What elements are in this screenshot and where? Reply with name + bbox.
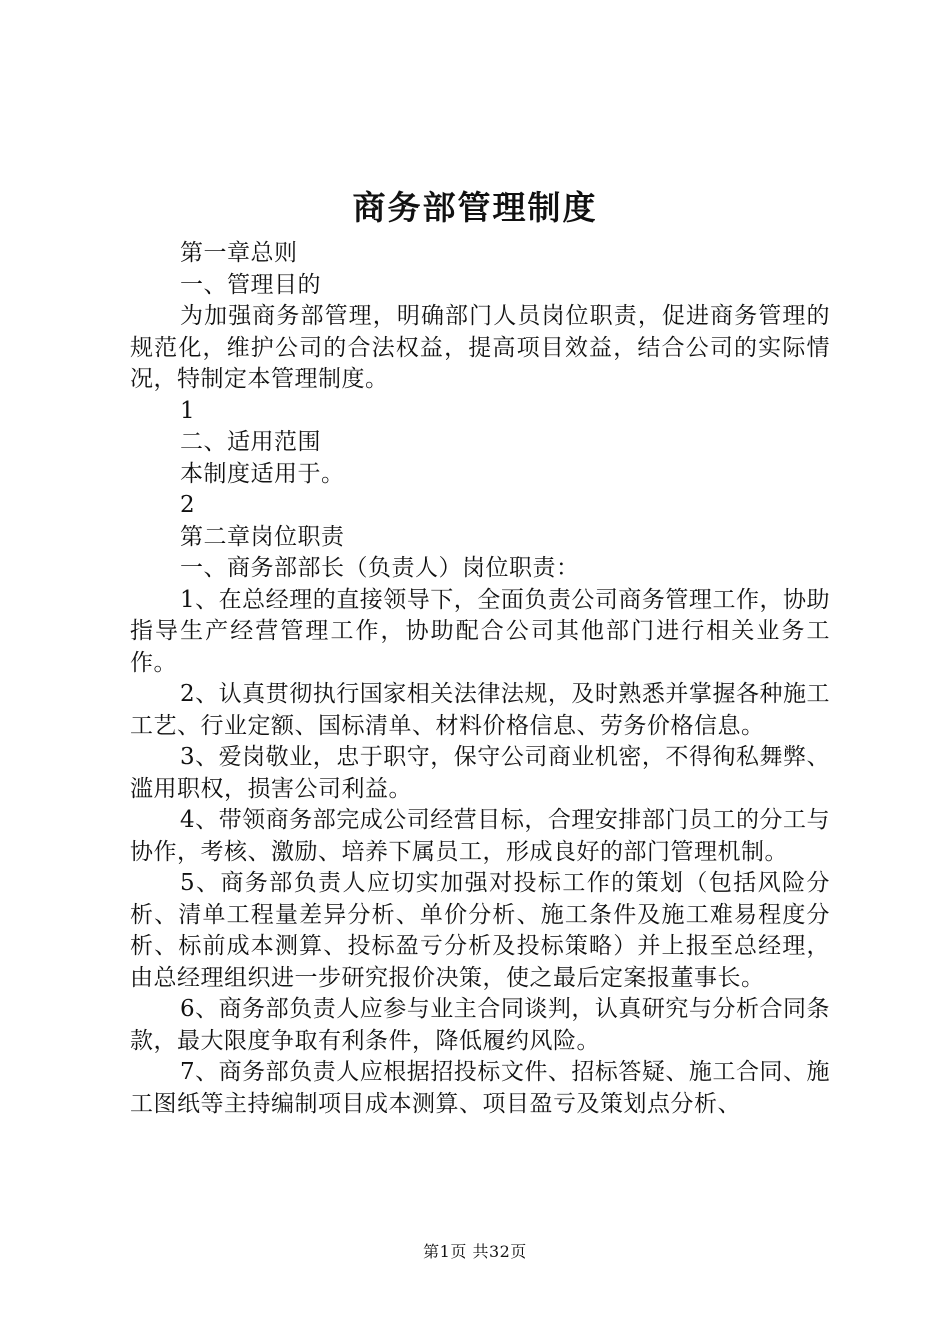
paragraph: 为加强商务部管理，明确部门人员岗位职责，促进商务管理的规范化，维护公司的合法权益，提高项目效益，结合公司的实际情况，特制定本管理制度。 — [130, 303, 830, 392]
list-item: 7、商务部负责人应根据招投标文件、招标答疑、施工合同、施工图纸等主持编制项目成本测算、项目盈亏及策划点分析、 — [130, 1059, 830, 1117]
chapter-heading: 第一章总则 — [180, 240, 298, 266]
list-item: 6、商务部负责人应参与业主合同谈判，认真研究与分析合同条款，最大限度争取有利条件，降低履约风险。 — [130, 996, 830, 1054]
document-body — [130, 238, 830, 1120]
list-item: 1、在总经理的直接领导下，全面负责公司商务管理工作，协助指导生产经营管理工作，协助配合公司其他部门进行相关业务工作。 — [130, 586, 830, 676]
section-heading: 一、管理目的 — [180, 271, 321, 298]
list-item: 2、认真贯彻执行国家相关法律法规，及时熟悉并掌握各种施工工艺、行业定额、国标清单、材料价格信息、劳务价格信息。 — [130, 681, 830, 739]
list-item: 5、商务部负责人应切实加强对投标工作的策划（包括风险分析、清单工程量差异分析、单价分析、施工条件及施工难易程度分析、标前成本测算、投标盈亏分析及投标策略）并上报至总经理，由总经理组织进一步研究报价决策，使之最后定案报董事长。 — [130, 870, 830, 991]
paragraph: 2 — [180, 492, 196, 518]
section-heading: 一、商务部部长（负责人）岗位职责： — [180, 555, 580, 581]
paragraph: 1 — [180, 397, 196, 424]
page-number-footer: 第1页 共32页 — [423, 1242, 527, 1261]
document-title: 商务部管理制度 — [352, 188, 598, 227]
paragraph: 本制度适用于。 — [180, 460, 345, 487]
list-item: 4、带领商务部完成公司经营目标，合理安排部门员工的分工与协作，考核、激励、培养下属员工，形成良好的部门管理机制。 — [130, 807, 830, 865]
section-heading: 二、适用范围 — [180, 429, 321, 455]
list-item: 3、爱岗敬业，忠于职守，保守公司商业机密，不得徇私舞弊、滥用职权，损害公司利益。 — [130, 744, 830, 802]
chapter-heading: 第二章岗位职责 — [180, 523, 345, 550]
